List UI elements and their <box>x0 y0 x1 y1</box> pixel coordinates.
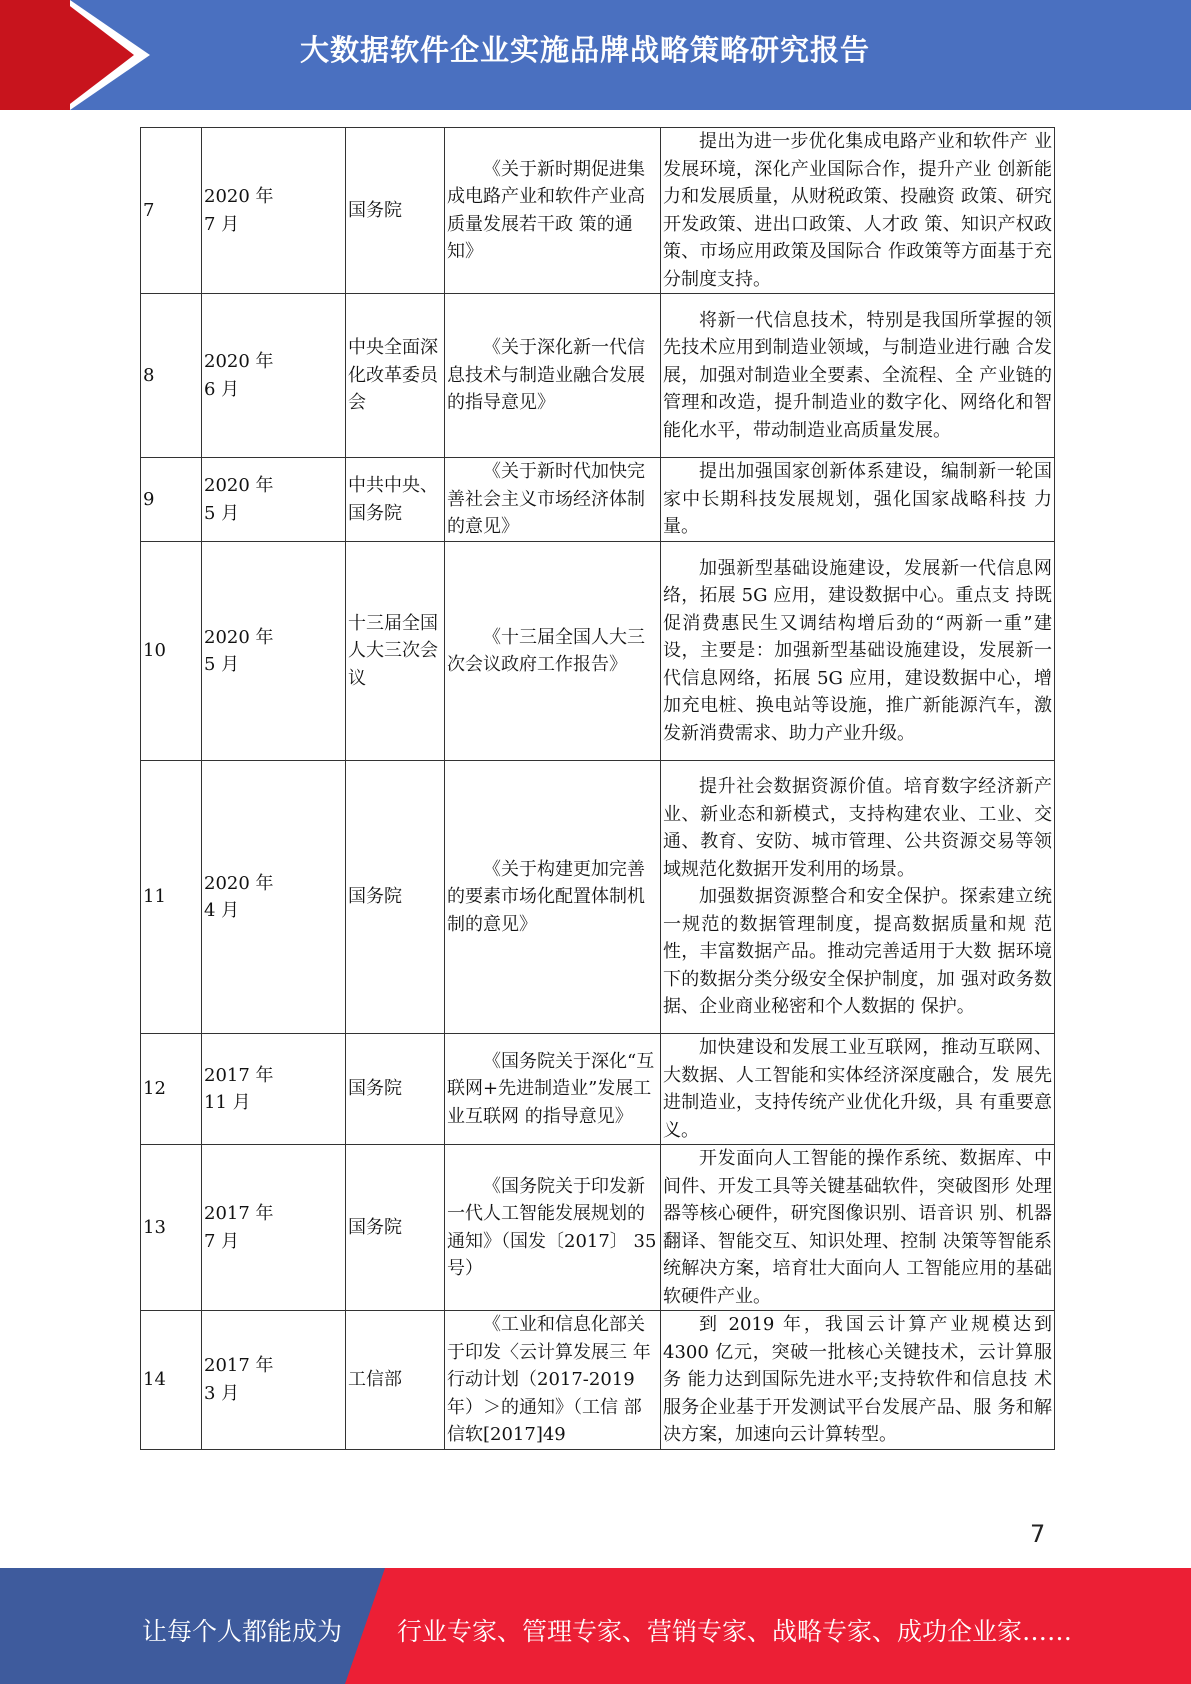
description-paragraph: 加快建设和发展工业互联网，推动互联网、 大数据、人工智能和实体经济深度融合，发 展先进制造业，支持传统产业优化升级，具 有重要意义。 <box>663 1037 1052 1141</box>
description-paragraph: 提升社会数据资源价值。培育数字经济新产 业、新业态和新模式，支持构建农业、工业、交通、教育、安防、城市管理、公共资源交易等领域规范化数据开发利用的场景。 <box>663 776 1052 880</box>
date-cell: 2020 年 5 月 <box>202 542 346 761</box>
table-row <box>141 542 1055 761</box>
table-row <box>141 294 1055 458</box>
footer-slogan-left: 让每个人都能成为 <box>142 1617 343 1646</box>
description-cell <box>661 294 1055 458</box>
row-number-cell: 7 <box>141 128 202 294</box>
row-number-cell: 14 <box>141 1311 202 1450</box>
description-cell <box>661 542 1055 761</box>
row-number-cell: 13 <box>141 1145 202 1311</box>
row-number-cell: 11 <box>141 761 202 1034</box>
description-paragraph: 将新一代信息技术，特别是我国所掌握的领 先技术应用到制造业领域，与制造业进行融 合发展，加强对制造业全要素、全流程、全 产业链的管理和改造，提升制造业的数字化、网络化和智能化水平，带动制造业高质量发展。 <box>663 309 1052 441</box>
document-cell: 《关于深化新一代信 息技术与制造业融合发展的指导意见》 <box>445 294 661 458</box>
description-cell <box>661 458 1055 542</box>
header-red-block <box>0 0 70 110</box>
table-row <box>141 128 1055 294</box>
document-cell: 《十三届全国人大三 次会议政府工作报告》 <box>445 542 661 761</box>
date-cell: 2020 年 7 月 <box>202 128 346 294</box>
issuer-cell: 中共中央、国务院 <box>346 458 445 542</box>
row-number-cell: 9 <box>141 458 202 542</box>
page-header <box>0 0 1191 110</box>
date-cell: 2020 年 4 月 <box>202 761 346 1034</box>
footer-slogan-right: 行业专家、管理专家、营销专家、战略专家、成功企业家…… <box>397 1617 1073 1646</box>
description-cell <box>661 1311 1055 1450</box>
policy-table <box>140 127 1055 1450</box>
page-number: 7 <box>1030 1520 1046 1548</box>
description-paragraph: 提出为进一步优化集成电路产业和软件产 业发展环境，深化产业国际合作，提升产业 创新能力和发展质量，从财税政策、投融资 政策、研究开发政策、进出口政策、人才政 策、知识产权政策、市场应用政策及国际合 作政策等方面基于充分制度支持。 <box>663 131 1052 290</box>
description-paragraph: 到 2019 年，我国云计算产业规模达到 4300 亿元，突破一批核心关键技术，云计算服务 能力达到国际先进水平;支持软件和信息技 术服务企业基于开发测试平台发展产品、服 务和解决方案，加速向云计算转型。 <box>663 1314 1052 1445</box>
description-paragraph: 提出加强国家创新体系建设，编制新一轮国 家中长期科技发展规划，强化国家战略科技 力量。 <box>663 461 1052 538</box>
document-cell: 《工业和信息化部关 于印发〈云计算发展三 年行动计划（2017-2019 年）＞的通知》（工信 部信软[2017]49 <box>445 1311 661 1450</box>
document-cell: 《关于新时代加快完 善社会主义市场经济体制的意见》 <box>445 458 661 542</box>
table-row <box>141 1311 1055 1450</box>
issuer-cell: 十三届全国人大三次会议 <box>346 542 445 761</box>
description-paragraph: 加强数据资源整合和安全保护。探索建立统 一规范的数据管理制度，提高数据质量和规 范性，丰富数据产品。推动完善适用于大数 据环境下的数据分类分级安全保护制度，加 强对政务数据、企业商业秘密和个人数据的 保护。 <box>663 886 1052 1018</box>
row-number-cell: 12 <box>141 1034 202 1145</box>
date-cell: 2020 年 6 月 <box>202 294 346 458</box>
row-number-cell: 8 <box>141 294 202 458</box>
date-cell: 2020 年 5 月 <box>202 458 346 542</box>
table-row <box>141 761 1055 1034</box>
document-cell: 《关于新时期促进集 成电路产业和软件产业高质量发展若干政 策的通知》 <box>445 128 661 294</box>
date-cell: 2017 年 3 月 <box>202 1311 346 1450</box>
description-paragraph: 开发面向人工智能的操作系统、数据库、中 间件、开发工具等关键基础软件，突破图形 处理器等核心硬件，研究图像识别、语音识 别、机器翻译、智能交互、知识处理、控制 决策等智能系统解决方案，培育壮大面向人 工智能应用的基础软硬件产业。 <box>663 1148 1052 1307</box>
header-title: 大数据软件企业实施品牌战略策略研究报告 <box>300 33 871 67</box>
issuer-cell: 国务院 <box>346 761 445 1034</box>
description-paragraph: 加强新型基础设施建设，发展新一代信息网 络，拓展 5G 应用，建设数据中心。重点支 持既促消费惠民生又调结构增后劲的“两新一重”建设，主要是：加强新型基础设施建设，发展新一代信息网络，拓展 5G 应用，建设数据中心，增加充电桩、换电站等设施，推广新能源汽车，激发新消费需求、助力产业升级。 <box>663 557 1052 744</box>
document-cell: 《国务院关于印发新 一代人工智能发展规划的通知》（国发〔2017〕 35 号） <box>445 1145 661 1311</box>
description-cell <box>661 1145 1055 1311</box>
table-row <box>141 1034 1055 1145</box>
date-cell: 2017 年 11 月 <box>202 1034 346 1145</box>
description-cell <box>661 128 1055 294</box>
description-cell <box>661 761 1055 1034</box>
issuer-cell: 国务院 <box>346 128 445 294</box>
header-red-chevron <box>62 0 134 110</box>
policy-table-body <box>141 128 1055 1450</box>
row-number-cell: 10 <box>141 542 202 761</box>
footer-blue-slant <box>345 1568 385 1684</box>
issuer-cell: 国务院 <box>346 1034 445 1145</box>
table-row <box>141 1145 1055 1311</box>
description-cell <box>661 1034 1055 1145</box>
document-cell: 《国务院关于深化“互联网+先进制造业”发展工业互联网 的指导意见》 <box>445 1034 661 1145</box>
page-footer <box>0 1568 1191 1684</box>
document-cell: 《关于构建更加完善 的要素市场化配置体制机制的意见》 <box>445 761 661 1034</box>
issuer-cell: 中央全面深化改革委员会 <box>346 294 445 458</box>
issuer-cell: 国务院 <box>346 1145 445 1311</box>
date-cell: 2017 年 7 月 <box>202 1145 346 1311</box>
issuer-cell: 工信部 <box>346 1311 445 1450</box>
table-row <box>141 458 1055 542</box>
